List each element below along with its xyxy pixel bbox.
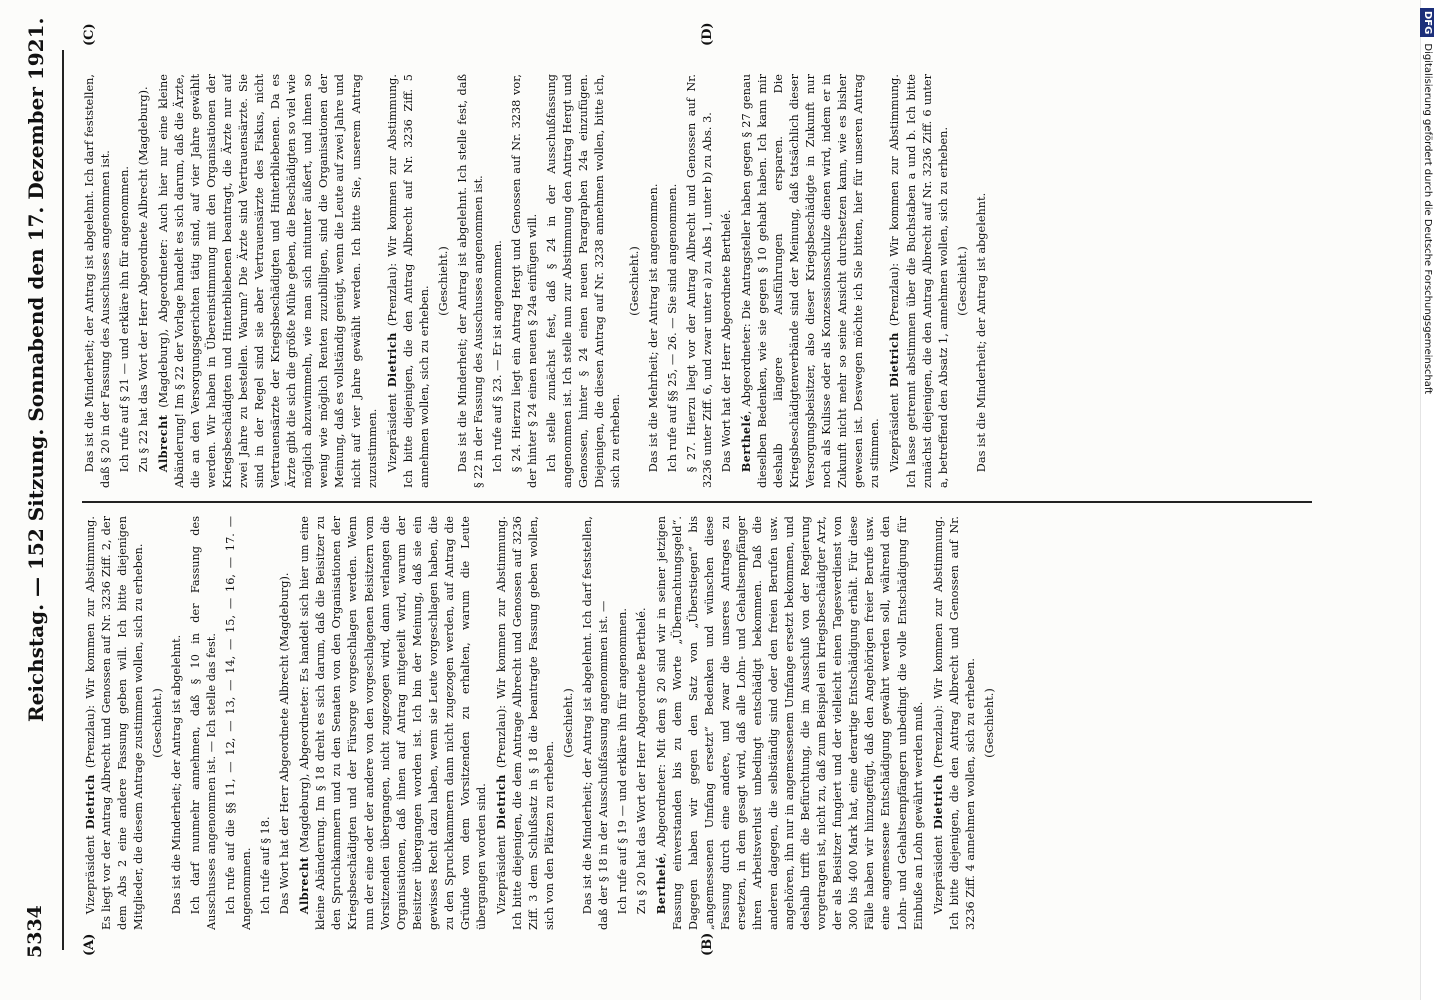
paragraph <box>974 74 990 488</box>
speech-paragraph <box>82 516 147 930</box>
paragraph-text: Ich rufe auf §§ 25, — 26. — Sie sind angenommen. <box>666 183 680 473</box>
speaker-role: Vizepräsident <box>931 829 945 915</box>
paragraph <box>82 74 114 488</box>
paragraph-text: Zu § 20 hat das Wort der Herr Abgeordnete Berthelé. <box>635 607 648 915</box>
paragraph <box>136 74 152 488</box>
paragraph <box>490 74 506 488</box>
speaker-name: Albrecht <box>297 856 312 915</box>
paragraph-text: Ich rufe auf § 18. <box>259 816 273 915</box>
paragraph <box>665 74 681 488</box>
paragraph-text: (Prenzlau): Wir kommen zur Abstimmung. Ich lasse getrennt abstimmen über die Buchstaben a und b. Ich bitte zunächst diejenigen, die den Antrag Albrecht auf Nr. 3236 Ziff. 6 unter a, betreffend den Absatz 1, annehmen wollen, sich zu erheben. <box>888 74 950 488</box>
stage-direction: (Geschieht.) <box>955 246 969 316</box>
margin-marker-a: (A) <box>82 933 97 956</box>
speaker-name: Albrecht <box>156 414 171 473</box>
paragraph-text: Das ist die Minderheit; der Antrag ist abgelehnt. Ich darf feststellen, daß § 20 in der Fassung des Ausschusses angenommen ist. <box>83 74 113 488</box>
speaker-role: Vizepräsident <box>84 829 97 915</box>
paragraph-text: Das ist die Mehrheit; der Antrag ist angenommen. <box>647 183 661 473</box>
paragraph <box>544 74 624 488</box>
paragraph-text: Das Wort hat der Herr Abgeordnete Berthelé. <box>720 209 734 473</box>
paragraph <box>580 516 612 930</box>
header-rule <box>62 50 64 950</box>
paragraph <box>634 516 650 930</box>
credit-text: Digitalisierung gefördert durch die Deutsche Forschungsgemeinschaft <box>1422 43 1433 395</box>
paragraph-text: (Prenzlau): Wir kommen zur Abstimmung. Ich bitte diejenigen, die den Antrag Albrecht und Genossen auf Nr. 3236 Ziff. 4 annehmen wollen, sich zu erheben. <box>931 516 977 930</box>
paragraph-text: Ich rufe auf § 21 — und erkläre ihn für angenommen. <box>118 166 132 473</box>
running-title: Reichstag. — 152 Sitzung. Sonnabend den 17. Dezember 1921. <box>24 17 48 722</box>
stage-direction: (Geschieht.) <box>628 246 641 316</box>
paragraph <box>169 516 185 930</box>
stage-direction: (Geschieht.) <box>561 688 575 758</box>
paragraph-text: § 27. Hierzu liegt vor der Antrag Albrecht und Genossen auf Nr. 3236 unter Ziff. 6, und zwar unter a) zu Abs 1, unter b) zu Abs. 3. <box>685 74 715 488</box>
page-number: 5334 <box>24 905 46 958</box>
speech-paragraph <box>930 516 979 930</box>
paragraph-text: Das Wort hat der Herr Abgeordnete Albrecht (Magdeburg). <box>278 572 292 915</box>
speaker-name: Dietrich <box>384 332 399 388</box>
paragraph-text: Ich darf nunmehr annehmen, daß § 10 in der Fassung des Ausschusses angenommen ist. — Ich stelle das fest. <box>189 516 219 930</box>
paragraph-text: § 24. Hierzu liegt ein Antrag Hergt und Genossen auf Nr. 3238 vor, der hinter § 24 einen neuen § 24a einfügen will. <box>509 74 539 488</box>
paragraph <box>719 74 735 488</box>
page-header <box>18 17 58 958</box>
stage-direction: (Geschieht.) <box>151 688 165 758</box>
paragraph-text: Ich stelle zunächst fest, daß § 24 in der Ausschußfassung angenommen ist. Ich stelle nun zur Abstimmung den Antrag Hergt und Genossen, hinter § 24 einen neuen Paragraphen 24a einzufügen. Diejenigen, die diesen Antrag auf Nr. 3238 annehmen wollen, bitte ich, sich zu erheben. <box>544 74 622 488</box>
paragraph <box>223 516 255 930</box>
paragraph <box>684 74 716 488</box>
paragraph <box>277 516 293 930</box>
left-column <box>82 516 1322 930</box>
right-column <box>82 74 1322 488</box>
speaker-name: Dietrich <box>83 774 97 830</box>
paragraph-text: (Prenzlau): Wir kommen zur Abstimmung. Ich bitte diejenigen, die dem Antrage Albrecht und Genossen auf 3236 Ziff. 3 dem Schlußsatz in § 18 die beantragte Fassung geben wollen, sich von den Plätzen zu erheben. <box>494 516 556 930</box>
speaker-name: Dietrich <box>493 774 508 830</box>
paragraph-text: , Abgeordneter: Die Antragsteller haben gegen § 27 genau dieselben Bedenken, wie sie gegen § 10 gehabt haben. Ich kann mir deshalb längere Ausführungen ersparen. Die Kriegsbeschädigtenverbände sind der Meinung, daß tatsächlich dieser Versorgungsbeisitzer, also dieser Kriegsbeschädigte in Zukunft nur noch als Kulisse oder als Konzessionsschulze dienen wird, indem er in Zukunft nicht mehr so seine Ansicht durchsetzen kann, wie es bisher gewesen ist. Deswegen möchte ich Sie bitten, hier für unseren Antrag zu stimmen. <box>740 74 882 488</box>
stage-direction: (Geschieht.) <box>436 246 450 316</box>
paragraph <box>646 74 662 488</box>
paragraph-text: Ich rufe auf § 19 — und erkläre ihn für angenommen. <box>615 608 629 915</box>
paragraph-text: Zu § 22 hat das Wort der Herr Abgeordnete Albrecht (Magdeburg). <box>137 86 151 473</box>
margin-marker-b: (B) <box>700 932 715 956</box>
paragraph-text: Das ist die Minderheit; der Antrag ist abgelehnt. Ich darf feststellen, daß der § 18 in der Ausschußfassung angenommen ist. — <box>580 516 610 930</box>
paragraph <box>509 74 541 488</box>
margin-marker-d: (D) <box>700 22 715 46</box>
paragraph-text: (Magdeburg), Abgeordneter: Es handelt sich hier um eine kleine Abänderung. Im § 18 dreht es sich darum, daß die Beisitzer zu den Spruchkammern und zu den Senaten von den Organisationen der Kriegsbeschädigten und der Fürsorge vorgeschlagen werden. Wenn nun der eine oder der andere von den vorgeschlagenen Beisitzern vom Vorsitzenden übergangen, nicht zugezogen wird, dann verlangen die Organisationen, daß ihnen auf Antrag mitgeteilt wird, warum der Beisitzer übergangen worden ist. Ich bin der Meinung, daß sie ein gewisses Recht dazu haben, wenn sie Leute vorgeschlagen haben, die zu den Spruchkammern dann nicht zugezogen werden, auf Antrag die Gründe von dem Vorsitzenden zu erhalten, warum die Leute übergangen worden sind. <box>298 516 488 930</box>
speech-paragraph <box>738 74 883 488</box>
side-credit <box>1420 0 1434 1000</box>
speech-paragraph <box>886 74 951 488</box>
speaker-role: Vizepräsident <box>494 829 508 915</box>
speech-paragraph <box>155 74 380 488</box>
paragraph-text: (Magdeburg), Abgeordneter: Auch hier nur eine kleine Abänderung! Im § 22 der Vorlage handelt es sich darum, daß die Ärzte, die an den Versorgungsgerichten tätig sind, auf vier Jahre gewählt werden. Wir haben in Übereinstimmung mit den Organisationen der Kriegsbeschädigten und Hinterbliebenen beantragt, die Ärzte nur auf zwei Jahre zu bestellen. Warum? Die Ärzte sind Vertrauensärzte. Sie sind in der Regel sind sie aber Vertrauensärzte des Fiskus, nicht Vertrauensärzte der Kriegsbeschädigten und Hinterbliebenen. Da es Ärzte gibt die sich die größte Mühe geben, die Beschädigten so viel wie möglich abzuwimmeln, wie man sich mitunter äußert, und ihnen so wenig wie möglich Renten zuzubilligen, sind die Organisationen der Meinung, daß es vollständig genügt, wenn die Leute auf zwei Jahre und nicht auf vier Jahre gewählt werden. Ich bitte Sie, unserem Antrag zuzustimmen. <box>157 74 379 488</box>
stage-direction: (Geschieht.) <box>982 688 996 758</box>
speaker-role: Vizepräsident <box>888 387 902 473</box>
speaker-name: Dietrich <box>887 332 902 388</box>
paragraph <box>455 74 487 488</box>
speech-paragraph <box>384 74 433 488</box>
paragraph-text: Ich rufe auf § 23. — Er ist angenommen. <box>490 240 504 473</box>
paragraph <box>258 516 274 930</box>
dfg-logo-badge: DFG <box>1420 8 1434 37</box>
speaker-role: Vizepräsident <box>385 387 399 473</box>
paragraph-text: (Prenzlau): Wir kommen zur Abstimmung. Ich bitte diejenigen, die den Antrag Albrecht auf Nr. 3236 Ziff. 5 annehmen wollen, sich zu erheben. <box>385 74 431 488</box>
margin-marker-c: (C) <box>82 23 97 46</box>
paragraph-text: Das ist die Minderheit; der Antrag ist abgelehnt. <box>974 192 988 473</box>
column-divider <box>82 501 1312 503</box>
speaker-name: Berthelé <box>739 414 754 473</box>
paragraph <box>188 516 220 930</box>
paragraph-text: Ich rufe auf die §§ 11, — 12, — 13, — 14, — 15, — 16, — 17. — Angenommen. <box>224 516 254 930</box>
speaker-name: Dietrich <box>930 774 945 830</box>
paragraph <box>117 74 133 488</box>
speech-paragraph <box>296 516 489 930</box>
paragraph-text: (Prenzlau): Wir kommen zur Abstimmung. Es liegt vor der Antrag Albrecht und Genossen auf Nr. 3236 Ziff. 2, der dem Abs 2 eine andere Fassung geben will. Ich bitte diejenigen Mitglieder, die diesem Antrage zustimmen wollen, sich zu erheben. <box>84 516 146 930</box>
paragraph-text: Das ist die Minderheit; der Antrag ist abgelehnt. Ich stelle fest, daß § 22 in der Fassung des Ausschusses angenommen ist. <box>455 74 485 488</box>
speech-paragraph <box>653 516 927 930</box>
paragraph-text: , Abgeordneter: Mit dem § 20 sind wir in seiner jetzigen Fassung einverstanden bis zu dem Worte „Übernachtungsgeld“. Dagegen haben wir gegen den Satz von „Überstiegen“ bis „angemessenen Umfang ersetzt“ Bedenken und wünschen diese Fassung durch eine andere, und zwar die unseres Antrages zu ersetzen, in dem gesagt wird, daß alle Lohn- und Gehaltsempfänger ihren Arbeitsverlust unbedingt entschädigt bekommen. Daß die anderen dagegen, die selbständig sind oder den freien Berufen usw. angehören, ihn nur in angemessenem Umfange ersetzt bekommen, und deshalb trifft die Befürchtung, die im Ausschuß von der Regierung vorgetragen ist, nicht zu, daß zum Beispiel ein kriegsbeschädigter Arzt, der als Beisitzer fungiert und der vielleicht einen Tagesverdienst von 300 bis 400 Mark hat, eine derartige Entschädigung erhält. Für diese Fälle haben wir hinzugefügt, daß den Angehörigen freier Berufe usw. eine angemessene Entschädigung gewährt werden soll, während den Lohn- und Gehaltsempfängern unbedingt die volle Entschädigung für Einbuße an Lohn gewährt werden muß. <box>655 516 925 930</box>
paragraph-text: Das ist die Minderheit; der Antrag ist abgelehnt. <box>170 634 184 915</box>
paragraph <box>615 516 631 930</box>
speaker-name: Berthelé <box>654 856 669 915</box>
speech-paragraph <box>493 516 558 930</box>
